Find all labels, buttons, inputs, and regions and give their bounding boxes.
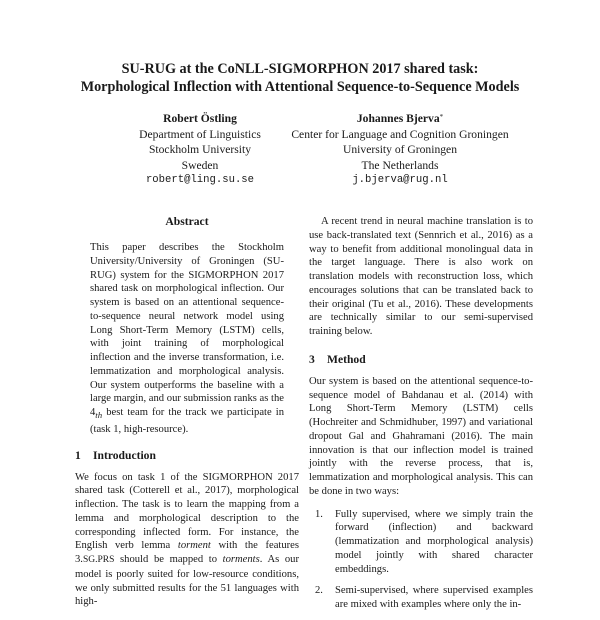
author-institution: University of Groningen: [343, 143, 457, 156]
author-department: Department of Linguistics: [139, 127, 261, 141]
paper-title: [0, 60, 600, 96]
paper-title-line-2: Morphological Inflection with Attentional Sequence-to-Sequence Models: [80, 79, 520, 95]
right-column: [309, 215, 533, 620]
feature-tag: SG.PRS: [82, 555, 115, 566]
author-email[interactable]: robert@ling.su.se: [145, 174, 255, 186]
author-country: The Netherlands: [361, 158, 439, 172]
rank-value: 4: [90, 407, 96, 418]
author-name: Robert Östling: [163, 112, 237, 125]
list-item: 1. Fully supervised, where we simply train the forward (inflection) and backward (lemmatization and morphological analysis) model jointly with shared character embeddings.: [315, 508, 533, 575]
paper-title-line-1: SU-RUG at the CoNLL-SIGMORPHON 2017 shared task:: [121, 61, 479, 77]
author-country: Sweden: [181, 158, 219, 172]
author-department: Center for Language and Cognition Groningen: [291, 127, 509, 141]
author-block-1: [130, 111, 270, 189]
related-work-text: A recent trend in neural machine translation is to use back-translated text (Sennrich et al., 2016) as a way to benefit from additional monolingual data in the target language. There is also work on translation models with reconstruction loss, which encourages solutions that can be translated back to their original (Tu et al., 2016). These developments are technically similar to our semi-supervised training below.: [309, 216, 533, 337]
left-column: [75, 215, 299, 609]
lemma-example: torment: [177, 540, 211, 552]
introduction-text: We focus on task 1 of the SIGMORPHON 2017 shared task (Cotterell et al., 2017), morphological inflection. The task is to learn the mapping from a lemma and morphological description to the corresponding inflected form. For instance, the English verb lemma torment with the features 3.SG.PRS should be mapped to torments. As our model is poorly suited for low-resource conditions, we only submitted results for the 51 languages with high-: [75, 471, 299, 608]
method-text: Our system is based on the attentional sequence-to-sequence model of Bahdanau et al. (2014) with Long Short-Term Memory (LSTM) cells (Hochreiter and Schmidhuber, 1997) and variational dropout Gal and Ghahramani (2016). The main innovation is that our inflection model is trained jointly with the reverse process, that is, lemmatization and morphological analysis. This can be done in two ways:: [309, 375, 533, 497]
method-list: [309, 508, 533, 612]
abstract-text: This paper describes the Stockholm University/University of Groningen (SU-RUG) system for the SIGMORPHON 2017 shared task on morphological inflection. Our system is based on an attentional sequence-to-sequence neural network model using Long Short-Term Memory (LSTM) cells, with joint training of morphological inflection and the inverse transformation, i.e. lemmatization and morphological analysis. Our system outperforms the baseline with a large margin, and our submission ranks as the $4_{th}$ best team for the track we participate in (task 1, high-resource).: [90, 242, 284, 435]
abstract-heading: Abstract: [165, 215, 209, 228]
author-footnote-marker: *: [439, 113, 444, 121]
author-name: Johannes Bjerva*: [356, 112, 444, 125]
author-email[interactable]: j.bjerva@rug.nl: [352, 174, 448, 186]
section-heading-introduction: 1 Introduction: [75, 448, 156, 462]
list-item: 2. Semi-supervised, where supervised examples are mixed with examples where only the in-: [315, 585, 533, 610]
author-institution: Stockholm University: [148, 143, 252, 156]
author-block-2: [280, 111, 520, 189]
form-example: torments: [222, 554, 260, 566]
section-heading-method: 3 Method: [309, 352, 366, 366]
